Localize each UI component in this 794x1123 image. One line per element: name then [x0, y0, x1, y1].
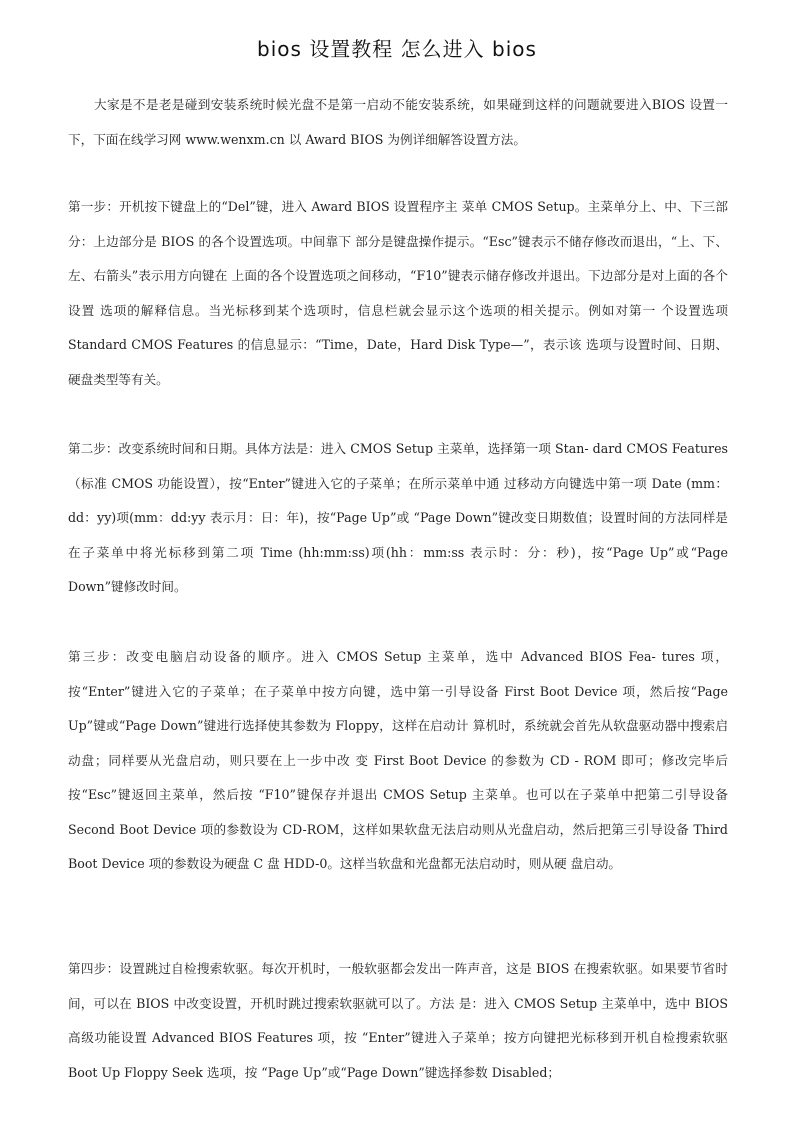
paragraph-step-3: 第三步：改变电脑启动设备的顺序。进入 CMOS Setup 主菜单，选中 Advanced BIOS Fea- tures 项，按“Enter”键进入它的子菜单；在子菜单中按方向键，选中第一引导设备 First Boot Device 项，然后按“Page Up”键或“Page Down”键进行选择使其参数为 Floppy，这样在启动计 算机时，系统就会首先从软盘驱动器中搜索启动盘；同样要从光盘启动，则只要在上一步中改 变 First Boot Device 的参数为 CD - ROM 即可；修改完毕后按“Esc”键返回主菜单，然后按 “F10”键保存并退出 CMOS Setup 主菜单。也可以在子菜单中把第二引导设备 Second Boot Device 项的参数设为 CD-ROM，这样如果软盘无法启动则从光盘启动，然后把第三引导设备 Third Boot Device 项的参数设为硬盘 C 盘 HDD-0。这样当软盘和光盘都无法启动时，则从硬 盘启动。 — [68, 649, 728, 871]
page-title: bios 设置教程 怎么进入 bios — [257, 37, 537, 61]
paragraph-intro: 大家是不是老是碰到安装系统时候光盘不是第一启动不能安装系统，如果碰到这样的问题就要进入BIOS 设置一下，下面在线学习网 www.wenxm.cn 以 Award BIOS 为例详细解答设置方法。 — [68, 97, 728, 147]
paragraph-step-1: 第一步：开机按下键盘上的“Del”键，进入 Award BIOS 设置程序主 菜单 CMOS Setup。主菜单分上、中、下三部分：上边部分是 BIOS 的各个设置选项。中间靠下 部分是键盘操作提示。“Esc”键表示不储存修改而退出，“上、下、左、右箭头”表示用方向键在 上面的各个设置选项之间移动，“F10”键表示储存修改并退出。下边部分是对上面的各个设置 选项的解释信息。当光标移到某个选项时，信息栏就会显示这个选项的相关提示。例如对第一 个设置选项 Standard CMOS Features 的信息显示：“Time，Date，Hard Disk Type—”，表示该 选项与设置时间、日期、硬盘类型等有关。 — [68, 199, 728, 387]
paragraph-step-4: 第四步：设置跳过自检搜索软驱。每次开机时，一般软驱都会发出一阵声音，这是 BIOS 在搜索软驱。如果要节省时间，可以在 BIOS 中改变设置，开机时跳过搜索软驱就可以了。方法 是：进入 CMOS Setup 主菜单中，选中 BIOS 高级功能设置 Advanced BIOS Features 项，按 “Enter”键进入子菜单；按方向键把光标移到开机自检搜索软驱 Boot Up Floppy Seek 选项，按 “Page Up”或“Page Down”键选择参数 Disabled； — [68, 961, 728, 1080]
paragraph-step-2: 第二步：改变系统时间和日期。具体方法是：进入 CMOS Setup 主菜单，选择第一项 Stan- dard CMOS Features（标准 CMOS 功能设置），按“Enter”键进入它的子菜单；在所示菜单中通 过移动方向键选中第一项 Date (mm：dd：yy)项(mm：dd:yy 表示月：日：年)，按“Page Up”或 “Page Down”键改变日期数值；设置时间的方法同样是在子菜单中将光标移到第二项 Time (hh:mm:ss)项(hh：mm:ss 表示时：分：秒)，按“Page Up”或“Page Down”键修改时间。 — [68, 441, 728, 594]
